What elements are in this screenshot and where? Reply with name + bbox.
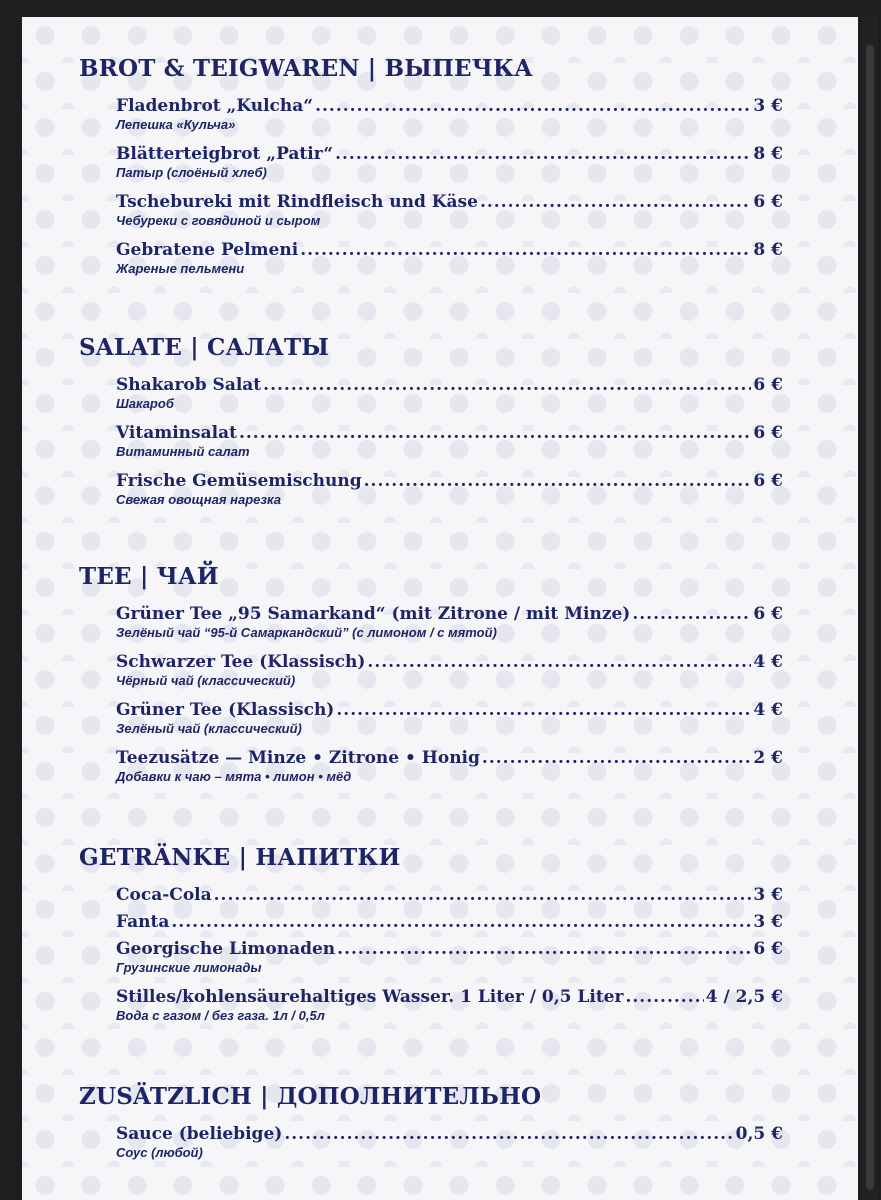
item-name: Gebratene Pelmeni bbox=[116, 240, 299, 260]
item-name: Georgische Limonaden bbox=[116, 939, 336, 959]
section-title: GETRÄNKE | НАПИТКИ bbox=[79, 844, 401, 871]
menu-page bbox=[22, 17, 858, 1200]
item-translation: Соус (любой) bbox=[116, 1145, 203, 1160]
item-price: 4 / 2,5 € bbox=[705, 987, 783, 1007]
dot-leader bbox=[263, 374, 751, 396]
menu-item bbox=[116, 374, 783, 414]
item-price: 3 € bbox=[753, 885, 783, 905]
menu-item bbox=[116, 603, 783, 643]
dot-leader bbox=[337, 938, 751, 960]
section-tea bbox=[79, 563, 789, 795]
item-translation: Зелёный чай “95-й Самаркандский” (с лимоном / с мятой) bbox=[116, 625, 497, 640]
item-price: 8 € bbox=[753, 144, 783, 164]
dot-leader bbox=[239, 422, 751, 444]
item-price: 2 € bbox=[753, 748, 783, 768]
dot-leader bbox=[625, 986, 703, 1008]
item-name: Fanta bbox=[116, 912, 170, 932]
item-name: Frische Gemüsemischung bbox=[116, 471, 362, 491]
dot-leader bbox=[315, 95, 751, 117]
item-price: 6 € bbox=[753, 192, 783, 212]
item-name: Shakarob Salat bbox=[116, 375, 262, 395]
item-price: 8 € bbox=[753, 240, 783, 260]
section-extras bbox=[79, 1083, 789, 1171]
item-translation: Чебуреки с говядиной и сыром bbox=[116, 213, 321, 228]
scrollbar-thumb[interactable] bbox=[866, 45, 874, 1190]
menu-item bbox=[116, 422, 783, 462]
dot-leader bbox=[284, 1123, 733, 1145]
menu-item bbox=[116, 747, 783, 787]
dot-leader bbox=[364, 470, 752, 492]
section-bread bbox=[79, 55, 789, 287]
section-title: ZUSÄTZLICH | ДОПОЛНИТЕЛЬНО bbox=[79, 1083, 542, 1110]
menu-item bbox=[116, 239, 783, 279]
item-name: Stilles/kohlensäurehaltiges Wasser. 1 Liter / 0,5 Liter bbox=[116, 987, 624, 1007]
item-price: 6 € bbox=[753, 375, 783, 395]
item-translation: Витаминный салат bbox=[116, 444, 250, 459]
item-translation: Патыр (слоёный хлеб) bbox=[116, 165, 267, 180]
item-price: 3 € bbox=[753, 912, 783, 932]
item-translation: Зелёный чай (классический) bbox=[116, 721, 302, 736]
item-price: 4 € bbox=[753, 652, 783, 672]
dot-leader bbox=[336, 699, 751, 721]
menu-item bbox=[116, 95, 783, 135]
item-price: 4 € bbox=[753, 700, 783, 720]
item-translation: Вода с газом / без газа. 1л / 0,5л bbox=[116, 1008, 325, 1023]
item-price: 0,5 € bbox=[735, 1124, 783, 1144]
item-name: Grüner Tee (Klassisch) bbox=[116, 700, 335, 720]
dot-leader bbox=[300, 239, 751, 261]
menu-item bbox=[116, 699, 783, 739]
dot-leader bbox=[214, 884, 752, 906]
item-translation: Чёрный чай (классический) bbox=[116, 673, 296, 688]
menu-item bbox=[116, 986, 783, 1026]
item-translation: Жареные пельмени bbox=[116, 261, 245, 276]
menu-item bbox=[116, 651, 783, 691]
section-drinks bbox=[79, 844, 789, 1034]
menu-item bbox=[116, 191, 783, 231]
section-title: SALATE | САЛАТЫ bbox=[79, 334, 330, 361]
item-translation: Лепешка «Кульча» bbox=[116, 117, 236, 132]
menu-item bbox=[116, 143, 783, 183]
menu-item bbox=[116, 470, 783, 510]
item-price: 6 € bbox=[753, 939, 783, 959]
item-name: Sauce (beliebige) bbox=[116, 1124, 283, 1144]
section-salads bbox=[79, 334, 789, 518]
dot-leader bbox=[335, 143, 751, 165]
menu-item bbox=[116, 1123, 783, 1163]
dot-leader bbox=[480, 191, 751, 213]
item-price: 6 € bbox=[753, 471, 783, 491]
item-name: Blätterteigbrot „Patir“ bbox=[116, 144, 334, 164]
menu-item bbox=[116, 884, 783, 906]
menu-item bbox=[116, 938, 783, 978]
item-name: Vitaminsalat bbox=[116, 423, 237, 443]
item-price: 3 € bbox=[753, 96, 783, 116]
item-name: Coca-Cola bbox=[116, 885, 212, 905]
section-title: TEE | ЧАЙ bbox=[79, 563, 219, 590]
section-title: BROT & TEIGWAREN | ВЫПЕЧКА bbox=[79, 55, 533, 82]
item-name: Teezusätze — Minze • Zitrone • Honig bbox=[116, 748, 480, 768]
item-translation: Добавки к чаю – мята • лимон • мёд bbox=[116, 769, 352, 784]
dot-leader bbox=[367, 651, 751, 673]
item-price: 6 € bbox=[753, 604, 783, 624]
dot-leader bbox=[482, 747, 752, 769]
item-translation: Грузинские лимонады bbox=[116, 960, 262, 975]
item-name: Grüner Tee „95 Samarkand“ (mit Zitrone / mit Minze) bbox=[116, 604, 631, 624]
menu-item bbox=[116, 911, 783, 933]
item-price: 6 € bbox=[753, 423, 783, 443]
item-translation: Свежая овощная нарезка bbox=[116, 492, 281, 507]
dot-leader bbox=[171, 911, 751, 933]
dot-leader bbox=[632, 603, 751, 625]
item-name: Fladenbrot „Kulcha“ bbox=[116, 96, 314, 116]
item-name: Schwarzer Tee (Klassisch) bbox=[116, 652, 366, 672]
item-translation: Шакароб bbox=[116, 396, 174, 411]
item-name: Tschebureki mit Rindfleisch und Käse bbox=[116, 192, 478, 212]
